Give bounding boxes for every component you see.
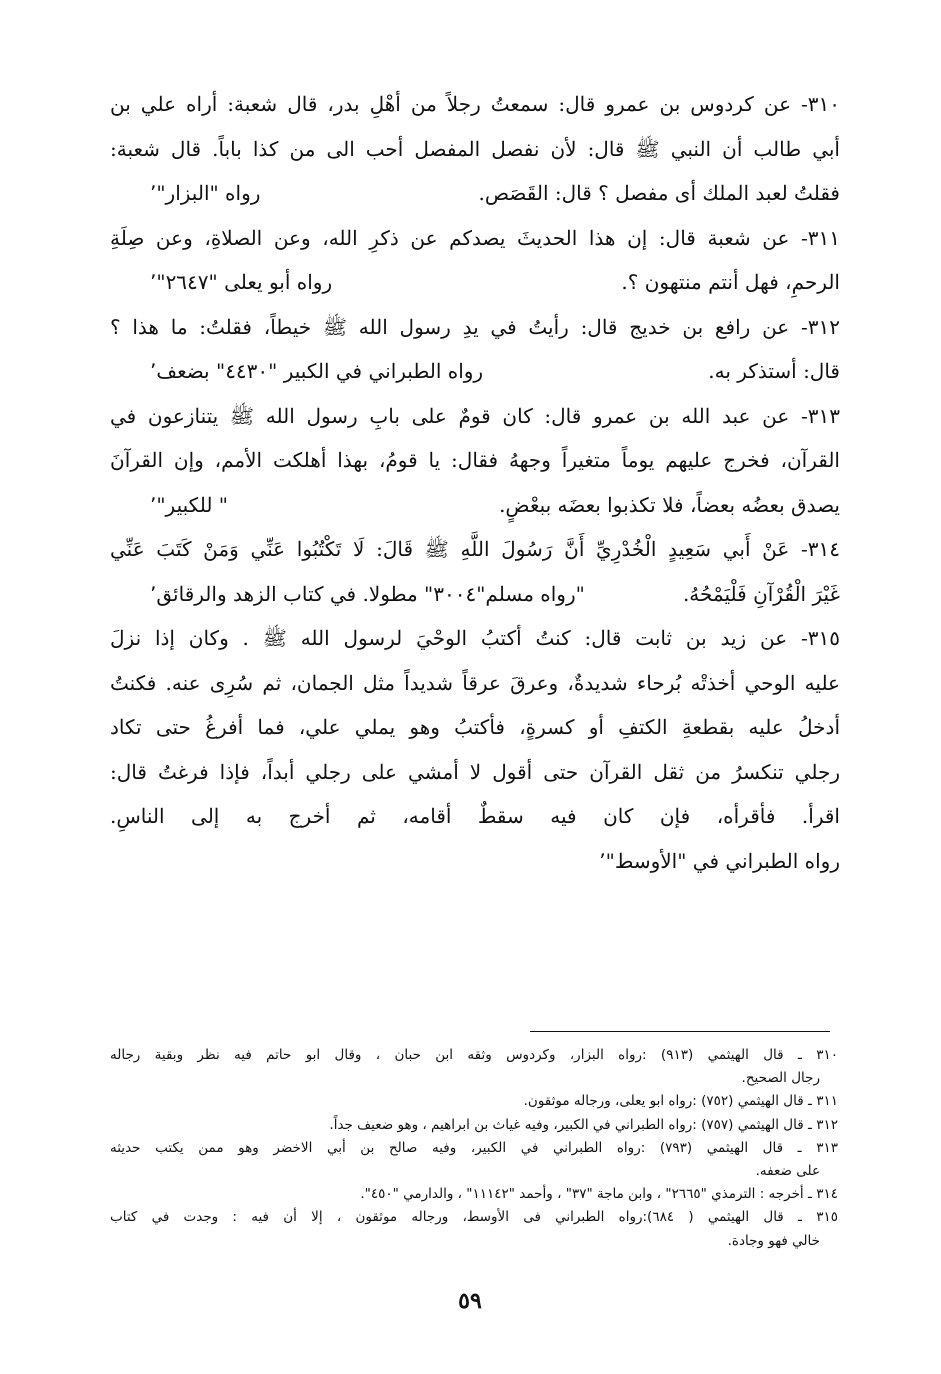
- footnote-line: خالي فهو وجادة.: [727, 1232, 820, 1249]
- source-citation: رواه الطبراني في الكبير "٤٤٣٠" بضعف٬: [150, 359, 484, 383]
- text-line: ٣١١- عن شعبة قال: إن هذا الحديثَ يصدكم عن ذكرِ الله، وعن الصلاةِ، وعن صِلَةِ: [110, 225, 840, 250]
- footnotes-block: [110, 1044, 838, 1253]
- text-line: [110, 349, 840, 394]
- text-line: ٣١٢- عن رافع بن خديج قال: رأيتُ في يدِ رسول الله ﷺ خيطاً، فقلتُ: ما هذا ؟: [110, 314, 840, 339]
- text-line: [110, 483, 840, 528]
- line-text: غَيْرَ الْقُرْآنِ فَلْيَمْحُهُ.: [682, 581, 840, 606]
- text-line: ٣١٣- عن عبد الله بن عمرو قال: كان قومٌ على بابِ رسول الله ﷺ يتنازعون في: [110, 403, 840, 428]
- source-citation: رواه "البزار"٬: [150, 181, 261, 205]
- source-citation: رواه الطبراني في "الأوسط"٬: [599, 848, 840, 873]
- line-text: قال: أستذكر به.: [708, 359, 840, 383]
- footnote-line: ٣١٠ ـ قال الهيثمي (٩١٣) :رواه البزار، وكردوس وثقه ابن حبان ، وقال ابو حاتم فيه نظر وبقية رجاله: [110, 1047, 838, 1063]
- text-line: القرآن، فخرج عليهم يوماً متغيراً وجههُ فقال: يا قومُ، بهذا أهلكت الأمم، وإن القرآنَ: [110, 448, 840, 472]
- line-text: الرحمِ، فهل أنتم منتهون ؟.: [621, 270, 840, 294]
- line-text: يصدق بعضُه بعضاً، فلا تكذبوا بعضَه ببعْضٍ.: [499, 492, 840, 517]
- text-line: أدخلُ عليه بقطعةِ الكتفِ أو كسرةٍ، فأكتبُ وهو يملي علي، فما أفرغُ حتى تكاد: [110, 715, 840, 739]
- footnote-line: ٣١٣ ـ قال الهيثمي (٧٩٣) :رواه الطبراني في الكبير، وفيه صالح بن أبي الاخضر وهو ممن يكتب حديثه: [110, 1139, 838, 1156]
- line-text: فقلتُ لعبد الملك أى مفصل ؟ قال: القَصَص.: [478, 181, 840, 205]
- footnote-line: على ضعفه.: [755, 1163, 820, 1180]
- text-line: [110, 260, 840, 305]
- text-line: ٣١٠- عن كردوس بن عمرو قال: سمعتُ رجلاً من أهْلِ بدر، قال شعبة: أراه علي بن: [110, 92, 840, 116]
- footnote-divider: [530, 1031, 830, 1032]
- text-line: عليه الوحي أخذتْه بُرحاء شديدةٌ، وعرقَ عرقاً شديداً مثل الجمان، ثم سُرِى عنه. فكنتُ: [110, 670, 840, 695]
- text-line: [110, 572, 840, 617]
- footnote-line: رجال الصحيح.: [741, 1070, 820, 1087]
- source-citation: " للكبير"٬: [150, 492, 228, 517]
- source-citation: "رواه مسلم"٣٠٠٤" مطولا. في كتاب الزهد والرقائق٬: [150, 581, 585, 606]
- footnote-line: ٣١٤ ـ أخرجه : الترمذي "٢٦٦٥" ، وابن ماجة "٣٧" ، وأحمد "١١١٤٢" ، والدارمي "٤٥٠".: [360, 1186, 838, 1203]
- hadith-text-block: [110, 82, 840, 883]
- text-line: رجلي تنكسرُ من ثقل القرآن حتى أقول لا أمشي على رجلي أبداً، فإذا فرغتُ قال:: [110, 759, 840, 784]
- source-citation: رواه أبو يعلى "٢٦٤٧"٬: [150, 270, 333, 294]
- text-line: ٣١٤- عَنْ أَبي سَعِيدٍ الْخُدْرِيِّ أَنَّ رَسُولَ اللَّهِ ﷺ قَالَ: لَا تَكْتُبُوا عَنِّي وَمَنْ كَتَبَ عَنِّي: [110, 537, 840, 561]
- text-line: ٣١٥- عن زيد بن ثابت قال: كنتُ أكتبُ الوحْيَ لرسول الله ﷺ . وكان إذا نزلَ: [110, 626, 840, 650]
- text-line: اقرأ. فأقرأه، فإن كان فيه سقطٌ أقامه، ثم أخرج به إلى الناسِ.: [110, 804, 840, 828]
- text-line: أبي طالب أن النبي ﷺ قال: لأن نفصل المفصل أحب الى من كذا باباً. قال شعبة:: [110, 136, 840, 161]
- footnote-line: ٣١٥ ـ قال الهيثمي ( ٦٨٤):رواه الطبراني فى الأوسط، ورجاله موثقون ، إلا أن فيه : وجدت في كتاب: [110, 1209, 838, 1226]
- footnote-line: ٣١٢ ـ قال الهيثمي (٧٥٧) :رواه الطبراني في الكبير، وفيه غياث بن ابراهيم ، وهو ضعيف جداً.: [329, 1116, 838, 1133]
- page-number: ٥٩: [458, 1288, 482, 1314]
- footnote-line: ٣١١ ـ قال الهيثمي (٧٥٢) :رواه ابو يعلى، ورجاله موثقون.: [523, 1093, 838, 1110]
- text-line: [110, 171, 840, 216]
